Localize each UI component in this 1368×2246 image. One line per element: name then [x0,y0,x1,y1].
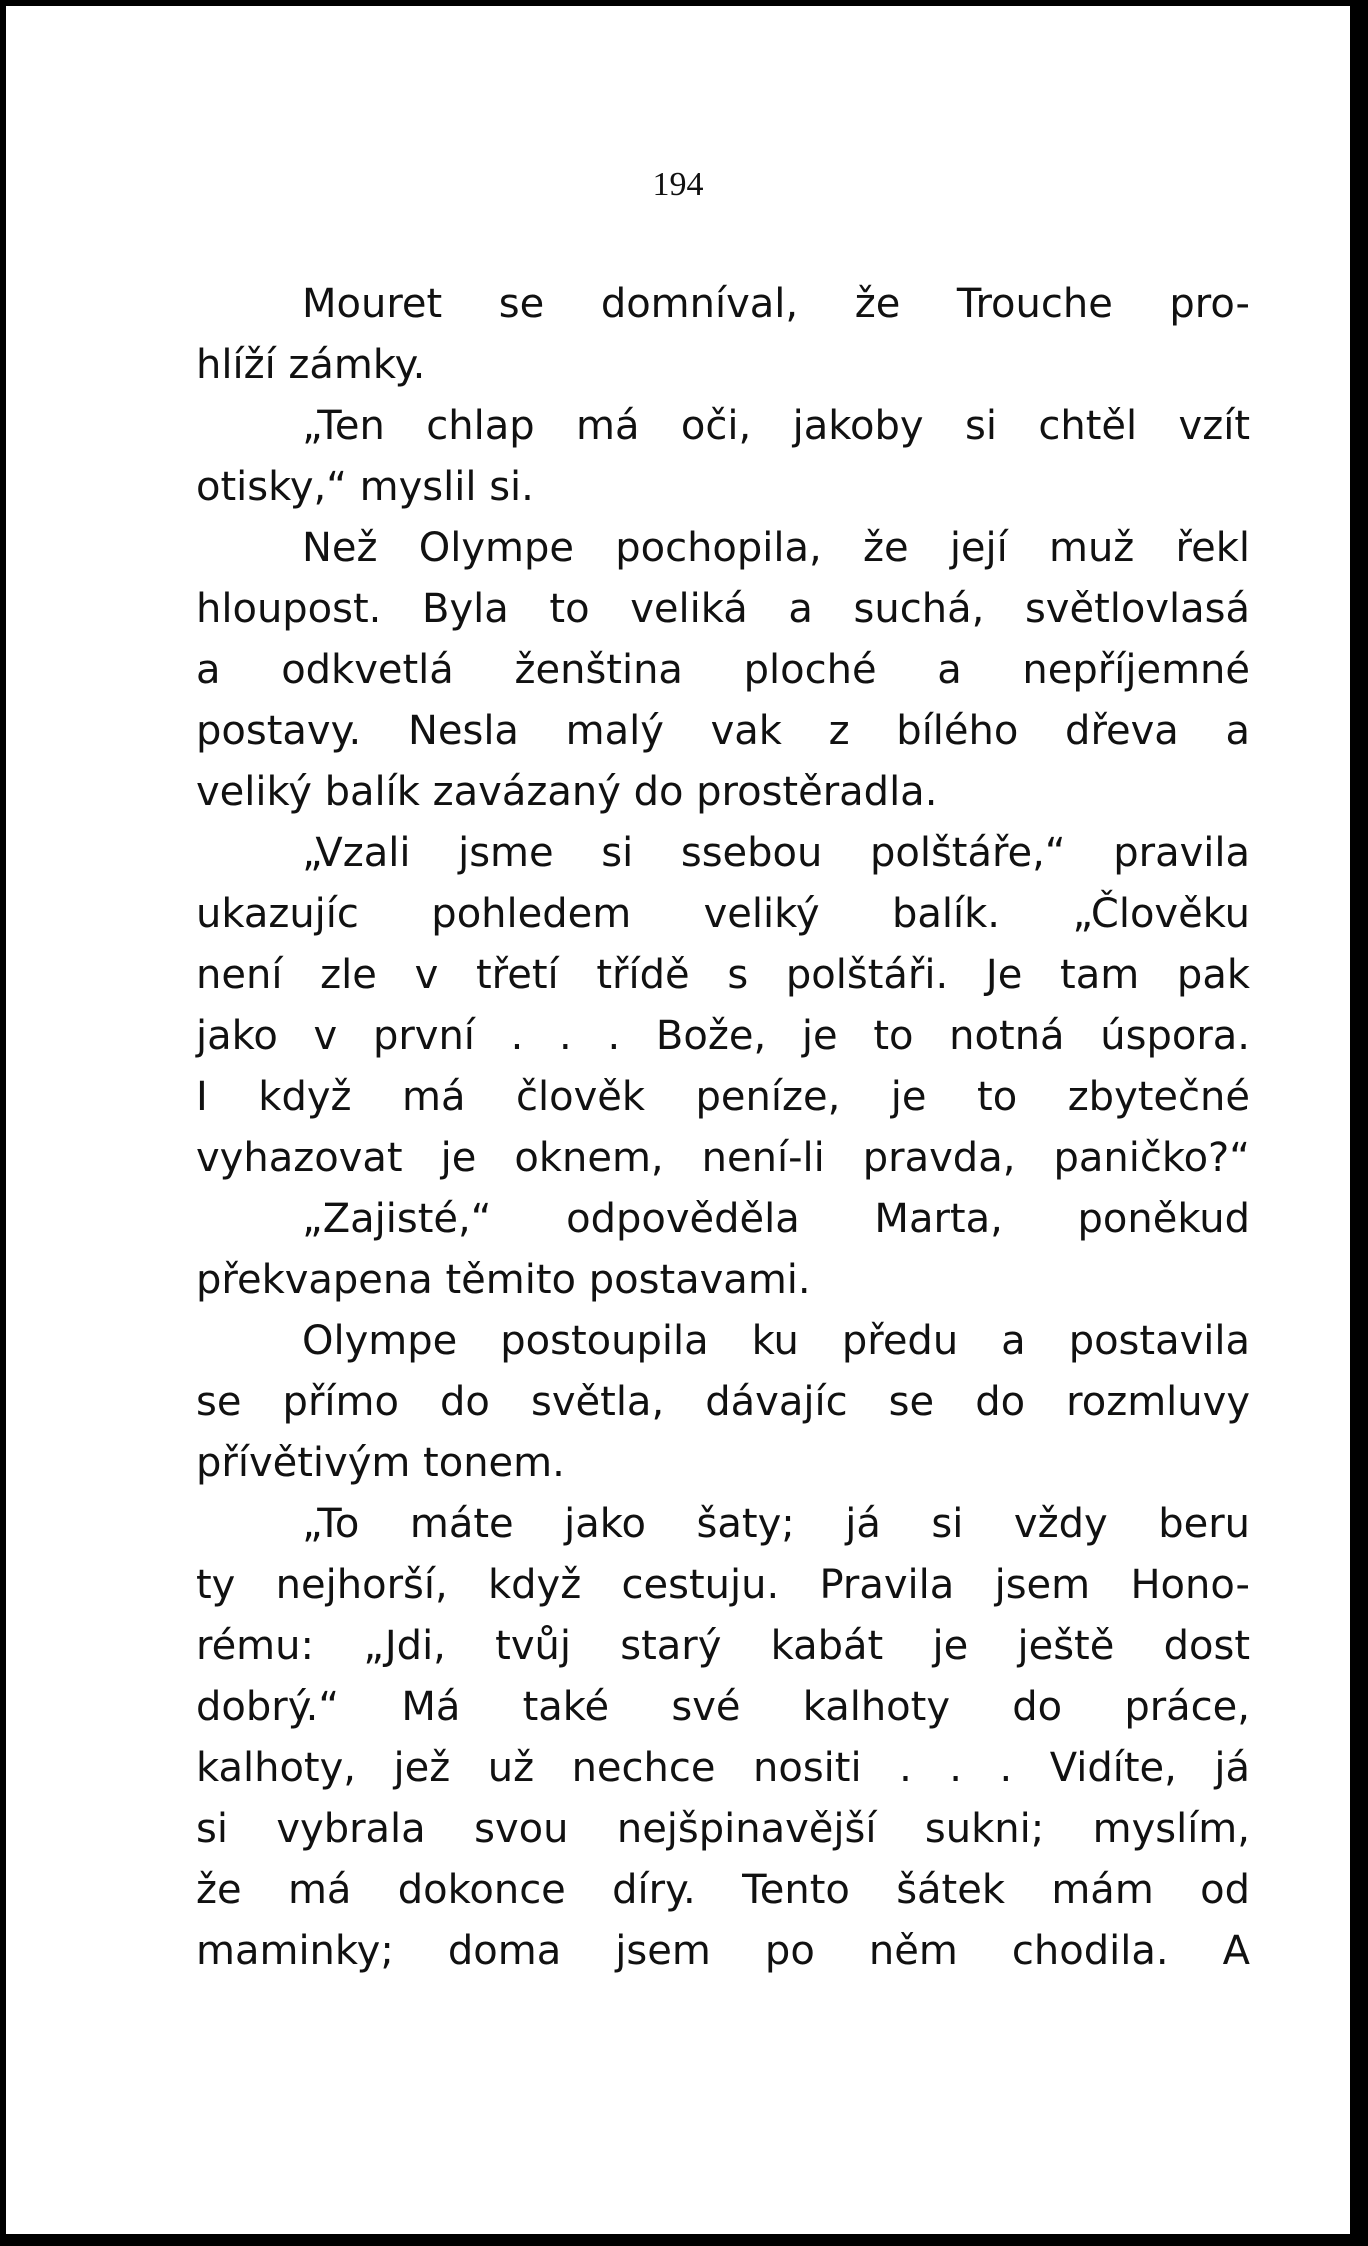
paragraph-4 [196,823,1250,1189]
text-line: že má dokonce díry. Tento šátek mám od [196,1867,1250,1913]
text-line: postavy. Nesla malý vak z bílého dřeva a [196,708,1250,754]
text-line: hloupost. Byla to veliká a suchá, světlovlasá [196,586,1250,632]
book-page [6,6,1350,2234]
text-line: veliký balík zavázaný do prostěradla. [196,769,938,815]
page-number: 194 [652,166,704,203]
text-line: kalhoty, jež už nechce nositi . . . Vidíte, já [196,1745,1250,1791]
text-line: překvapena těmito postavami. [196,1257,811,1303]
text-line: rému: „Jdi, tvůj starý kabát je ještě dost [196,1623,1250,1669]
text-line: se přímo do světla, dávajíc se do rozmluvy [196,1379,1250,1425]
text-line: vyhazovat je oknem, není-li pravda, paničko?“ [196,1135,1250,1181]
text-line: „Ten chlap má oči, jakoby si chtěl vzít [302,403,1250,449]
text-line: přívětivým tonem. [196,1440,565,1486]
paragraph-1 [196,274,1250,396]
scan-border [1354,0,1368,2246]
text-line: „To máte jako šaty; já si vždy beru [302,1501,1250,1547]
text-line: si vybrala svou nejšpinavější sukni; myslím, [196,1806,1250,1852]
text-line: ukazujíc pohledem veliký balík. „Člověku [196,891,1250,937]
paragraph-3 [196,518,1250,823]
text-line: I když má člověk peníze, je to zbytečné [196,1074,1250,1120]
text-line: „Vzali jsme si ssebou polštáře,“ pravila [302,830,1250,876]
text-line: a odkvetlá ženština ploché a nepříjemné [196,647,1250,693]
paragraph-2 [196,396,1250,518]
text-line: „Zajisté,“ odpověděla Marta, poněkud [302,1196,1250,1242]
text-line: není zle v třetí třídě s polštáři. Je tam pak [196,952,1250,998]
text-line: Mouret se domníval, že Trouche pro- [302,281,1250,327]
text-line: Než Olympe pochopila, že její muž řekl [302,525,1250,571]
text-line: dobrý.“ Má také své kalhoty do práce, [196,1684,1250,1730]
paragraph-5 [196,1189,1250,1311]
text-line: ty nejhorší, když cestuju. Pravila jsem Hono- [196,1562,1250,1608]
body-text [196,274,1250,1982]
paragraph-7 [196,1494,1250,1982]
text-line: hlíží zámky. [196,342,426,388]
text-line: jako v první . . . Bože, je to notná úspora. [196,1013,1250,1059]
text-line: otisky,“ myslil si. [196,464,534,510]
text-line: maminky; doma jsem po něm chodila. A [196,1928,1250,1974]
text-line: Olympe postoupila ku předu a postavila [302,1318,1250,1364]
paragraph-6 [196,1311,1250,1494]
